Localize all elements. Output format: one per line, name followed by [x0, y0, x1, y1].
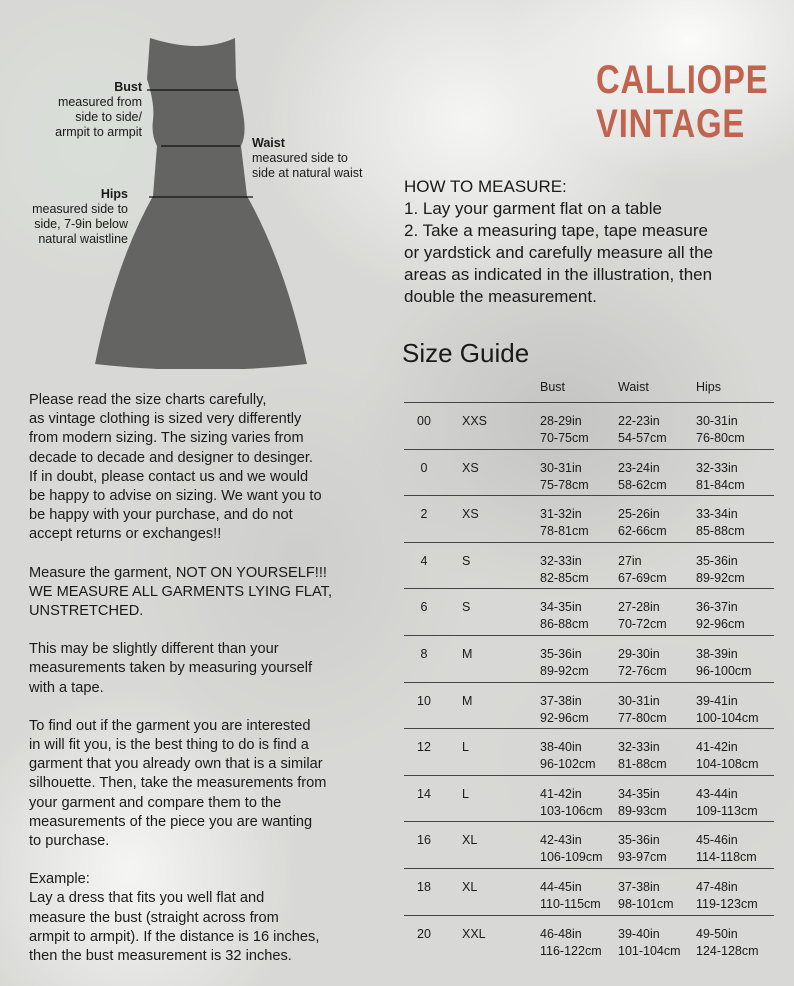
size-number: 10: [417, 693, 431, 708]
size-number: 16: [417, 833, 431, 848]
hips-measure-in: 41-42in: [696, 740, 738, 755]
hips-measure-cm: 96-100cm: [696, 663, 752, 678]
bust-measure-cm: 89-92cm: [540, 663, 589, 678]
bust-measure-cm: 92-96cm: [540, 710, 589, 725]
hips-measure: [696, 506, 745, 540]
hips-measure: [696, 553, 745, 587]
size-label: XXS: [462, 414, 488, 428]
bust-measure: [540, 693, 589, 727]
paragraph: [29, 391, 384, 545]
hips-measure-in: 36-37in: [696, 600, 738, 615]
hips-measure: [696, 786, 758, 820]
hips-label: [32, 187, 128, 247]
waist-measure-in: 27in: [618, 553, 642, 568]
bust-measure: [540, 413, 589, 447]
waist-measure: [618, 413, 667, 447]
paragraph: [29, 717, 384, 851]
waist-measure-in: 23-24in: [618, 460, 660, 475]
waist-measure: [618, 739, 667, 773]
size-label: M: [462, 693, 473, 708]
bust-measure-in: 44-45in: [540, 879, 582, 894]
table-row: [404, 542, 774, 589]
waist-measure-in: 34-35in: [618, 786, 660, 801]
logo-line-1: CALLIOPE: [596, 58, 769, 102]
hips-measure: [696, 879, 758, 913]
waist-measure-cm: 67-69cm: [618, 570, 667, 585]
bust-measure: [540, 506, 589, 540]
size-guide-title: Size Guide: [402, 338, 530, 368]
table-row: [404, 495, 774, 542]
bust-measure-cm: 86-88cm: [540, 617, 589, 632]
paragraph: [29, 870, 384, 966]
bust-measure: [540, 739, 596, 773]
table-row: [404, 402, 774, 449]
how-to-line: 2. Take a measuring tape, tape measure: [404, 221, 708, 240]
hips-measure-in: 45-46in: [696, 833, 738, 848]
size-label: L: [462, 740, 469, 755]
paragraph-line: To find out if the garment you are interested: [29, 717, 311, 734]
bust-measure-cm: 82-85cm: [540, 570, 589, 585]
waist-measure-in: 27-28in: [618, 600, 660, 615]
hips-measure-cm: 109-113cm: [696, 803, 758, 818]
hips-measure: [696, 599, 745, 633]
hips-measure-cm: 81-84cm: [696, 477, 745, 492]
hips-label-line: measured side to: [32, 202, 128, 216]
table-row: [404, 635, 774, 682]
table-row: [404, 915, 774, 962]
hips-measure-cm: 89-92cm: [696, 570, 745, 585]
size-table: [404, 378, 774, 961]
sizing-instructions: [29, 391, 384, 985]
size-number: 00: [417, 414, 431, 428]
bust-measure-cm: 106-109cm: [540, 850, 603, 865]
bust-measure-in: 37-38in: [540, 693, 582, 708]
waist-measure-cm: 77-80cm: [618, 710, 667, 725]
paragraph-line: WE MEASURE ALL GARMENTS LYING FLAT,: [29, 583, 333, 600]
waist-measure-in: 37-38in: [618, 879, 660, 894]
size-number: 18: [417, 879, 431, 894]
paragraph-line: Please read the size charts carefully,: [29, 392, 267, 408]
size-number: 2: [420, 507, 428, 522]
waist-measure-cm: 58-62cm: [618, 477, 667, 492]
bust-label: [55, 80, 142, 140]
bust-measure-in: 38-40in: [540, 740, 582, 755]
table-row: [404, 868, 774, 915]
waist-measure: [618, 506, 667, 540]
hips-measure-in: 32-33in: [696, 460, 738, 475]
bust-measure-in: 42-43in: [540, 833, 582, 848]
waist-measure-in: 35-36in: [618, 833, 660, 848]
bust-measure-in: 35-36in: [540, 646, 582, 661]
waist-label-title: Waist: [252, 136, 285, 150]
bust-measure: [540, 832, 603, 866]
size-label: L: [462, 786, 469, 801]
waist-measure-cm: 54-57cm: [618, 431, 667, 445]
hips-measure-in: 43-44in: [696, 786, 738, 801]
paragraph-line: UNSTRETCHED.: [29, 603, 144, 620]
waist-measure: [618, 879, 674, 913]
bust-measure-cm: 70-75cm: [540, 431, 589, 445]
paragraph-line: decade to decade and designer to desinger.: [29, 449, 313, 466]
hips-measure-cm: 124-128cm: [696, 943, 759, 958]
how-to-line: or yardstick and carefully measure all the: [404, 243, 713, 262]
size-label: XL: [462, 833, 478, 848]
bust-measure-in: 41-42in: [540, 786, 582, 801]
bust-measure: [540, 926, 602, 960]
how-to-line: areas as indicated in the illustration, then: [404, 265, 713, 284]
bust-measure: [540, 786, 603, 820]
bust-measure-cm: 110-115cm: [540, 896, 601, 911]
waist-measure: [618, 599, 667, 633]
paragraph-line: measure the bust (straight across from: [29, 909, 279, 926]
bust-measure-in: 30-31in: [540, 460, 582, 475]
size-number: 0: [420, 460, 428, 475]
paragraph-line: as vintage clothing is sized very differently: [29, 411, 302, 428]
waist-measure-cm: 70-72cm: [618, 617, 667, 632]
paragraph-line: Lay a dress that fits you well flat and: [29, 890, 265, 907]
size-label: M: [462, 646, 473, 661]
size-number: 4: [420, 553, 428, 568]
waist-measure-in: 25-26in: [618, 507, 660, 522]
waist-measure-cm: 62-66cm: [618, 524, 667, 539]
bust-measure-in: 46-48in: [540, 926, 582, 941]
hips-measure-cm: 114-118cm: [696, 850, 757, 865]
hips-measure-cm: 100-104cm: [696, 710, 759, 725]
waist-measure-in: 39-40in: [618, 926, 660, 941]
paragraph-line: then the bust measurement is 32 inches.: [29, 948, 292, 965]
bust-measure-cm: 75-78cm: [540, 477, 589, 492]
waist-measure-cm: 81-88cm: [618, 757, 667, 772]
bust-measure-in: 34-35in: [540, 600, 582, 615]
table-row: [404, 588, 774, 635]
hips-measure: [696, 693, 759, 727]
paragraph-line: accept returns or exchanges!!: [29, 526, 222, 543]
paragraph-line: measurements of the piece you are wanting: [29, 813, 313, 830]
paragraph-line: Measure the garment, NOT ON YOURSELF!!!: [29, 564, 327, 581]
paragraph-line: silhouette. Then, take the measurements from: [29, 775, 327, 792]
header-waist: Waist: [618, 380, 649, 394]
waist-measure: [618, 553, 667, 587]
waist-measure: [618, 786, 667, 820]
bust-label-title: Bust: [114, 80, 142, 94]
hips-measure: [696, 926, 759, 960]
waist-measure-cm: 72-76cm: [618, 663, 667, 678]
waist-measure-cm: 89-93cm: [618, 803, 667, 818]
paragraph-line: measurements taken by measuring yourself: [29, 660, 313, 677]
bust-label-line: measured from: [57, 95, 142, 109]
hips-label-line: side, 7-9in below: [34, 217, 128, 231]
hips-measure-cm: 104-108cm: [696, 757, 759, 772]
waist-measure-in: 30-31in: [618, 693, 660, 708]
waist-measure-in: 29-30in: [618, 646, 660, 661]
bust-measure-in: 32-33in: [540, 553, 582, 568]
bust-measure-in: 31-32in: [540, 507, 582, 522]
hips-measure: [696, 413, 745, 447]
logo-line-2: VINTAGE: [596, 102, 746, 146]
hips-measure-in: 33-34in: [696, 507, 738, 522]
hips-measure-cm: 85-88cm: [696, 524, 745, 539]
paragraph: [29, 640, 384, 698]
hips-measure: [696, 646, 752, 680]
waist-measure-cm: 93-97cm: [618, 850, 667, 865]
hips-label-title: Hips: [100, 187, 128, 201]
bust-measure-cm: 116-122cm: [540, 943, 602, 958]
waist-measure: [618, 693, 667, 727]
paragraph-line: Example:: [29, 871, 90, 888]
hips-measure-in: 49-50in: [696, 926, 738, 941]
table-row: [404, 728, 774, 775]
table-row: [404, 775, 774, 822]
table-row: [404, 449, 774, 496]
waist-measure-in: 32-33in: [618, 740, 660, 755]
hips-measure-cm: 119-123cm: [696, 896, 758, 911]
bust-measure: [540, 599, 589, 633]
waist-measure-in: 22-23in: [618, 414, 660, 428]
brand-logo: [596, 58, 768, 146]
how-to-measure: [404, 176, 784, 308]
hips-measure: [696, 832, 757, 866]
size-number: 6: [420, 600, 428, 615]
bust-measure: [540, 646, 589, 680]
paragraph-line: garment that you already own that is a similar: [29, 756, 323, 773]
size-label: XS: [462, 507, 479, 522]
waist-measure: [618, 832, 667, 866]
size-label: S: [462, 600, 471, 615]
hips-measure-in: 30-31in: [696, 414, 738, 428]
bust-label-line: armpit to armpit: [55, 125, 142, 139]
table-row: [404, 821, 774, 868]
hips-measure-in: 38-39in: [696, 646, 738, 661]
bust-measure-cm: 78-81cm: [540, 524, 589, 539]
bust-measure: [540, 460, 589, 494]
paragraph-line: be happy with your purchase, and do not: [29, 507, 293, 524]
size-number: 14: [417, 786, 431, 801]
bust-measure-cm: 96-102cm: [540, 757, 596, 772]
how-to-line: HOW TO MEASURE:: [404, 177, 567, 196]
bust-measure: [540, 553, 589, 587]
paragraph-line: be happy to advise on sizing. We want you to: [29, 488, 322, 505]
size-label: XL: [462, 879, 478, 894]
paragraph-line: This may be slightly different than your: [29, 641, 279, 658]
header-bust: Bust: [540, 380, 566, 394]
paragraph-line: with a tape.: [29, 679, 104, 696]
bust-label-line: side to side/: [75, 110, 142, 124]
waist-measure: [618, 926, 681, 960]
paragraph-line: If in doubt, please contact us and we would: [29, 468, 309, 485]
size-label: S: [462, 553, 471, 568]
size-number: 12: [417, 740, 431, 755]
waist-measure-cm: 101-104cm: [618, 943, 681, 958]
hips-label-line: natural waistline: [38, 232, 128, 246]
waist-label-line: side at natural waist: [252, 166, 363, 180]
size-number: 8: [420, 646, 428, 661]
hips-measure-in: 35-36in: [696, 553, 738, 568]
paragraph: [29, 564, 384, 622]
waist-measure-cm: 98-101cm: [618, 896, 674, 911]
waist-measure: [618, 646, 667, 680]
hips-measure-in: 47-48in: [696, 879, 738, 894]
paragraph-line: from modern sizing. The sizing varies from: [29, 430, 304, 447]
size-number: 20: [417, 926, 431, 941]
how-to-line: 1. Lay your garment flat on a table: [404, 199, 662, 218]
table-row: [404, 682, 774, 729]
paragraph-line: your garment and compare them to the: [29, 794, 282, 811]
hips-measure: [696, 460, 745, 494]
bust-measure: [540, 879, 601, 913]
how-to-line: double the measurement.: [404, 287, 597, 306]
header-hips: Hips: [696, 380, 722, 394]
paragraph-line: to purchase.: [29, 833, 110, 850]
waist-label-line: measured side to: [252, 151, 348, 165]
hips-measure-cm: 92-96cm: [696, 617, 745, 632]
waist-measure: [618, 460, 667, 494]
hips-measure-cm: 76-80cm: [696, 431, 745, 445]
paragraph-line: in will fit you, is the best thing to do is find a: [29, 737, 309, 754]
hips-measure: [696, 739, 759, 773]
hips-measure-in: 39-41in: [696, 693, 738, 708]
waist-label: [252, 136, 362, 181]
size-label: XS: [462, 460, 479, 475]
size-label: XXL: [462, 926, 486, 941]
bust-measure-cm: 103-106cm: [540, 803, 603, 818]
paragraph-line: armpit to armpit). If the distance is 16 inches,: [29, 928, 320, 945]
size-table-header: [404, 378, 774, 402]
bust-measure-in: 28-29in: [540, 414, 582, 428]
